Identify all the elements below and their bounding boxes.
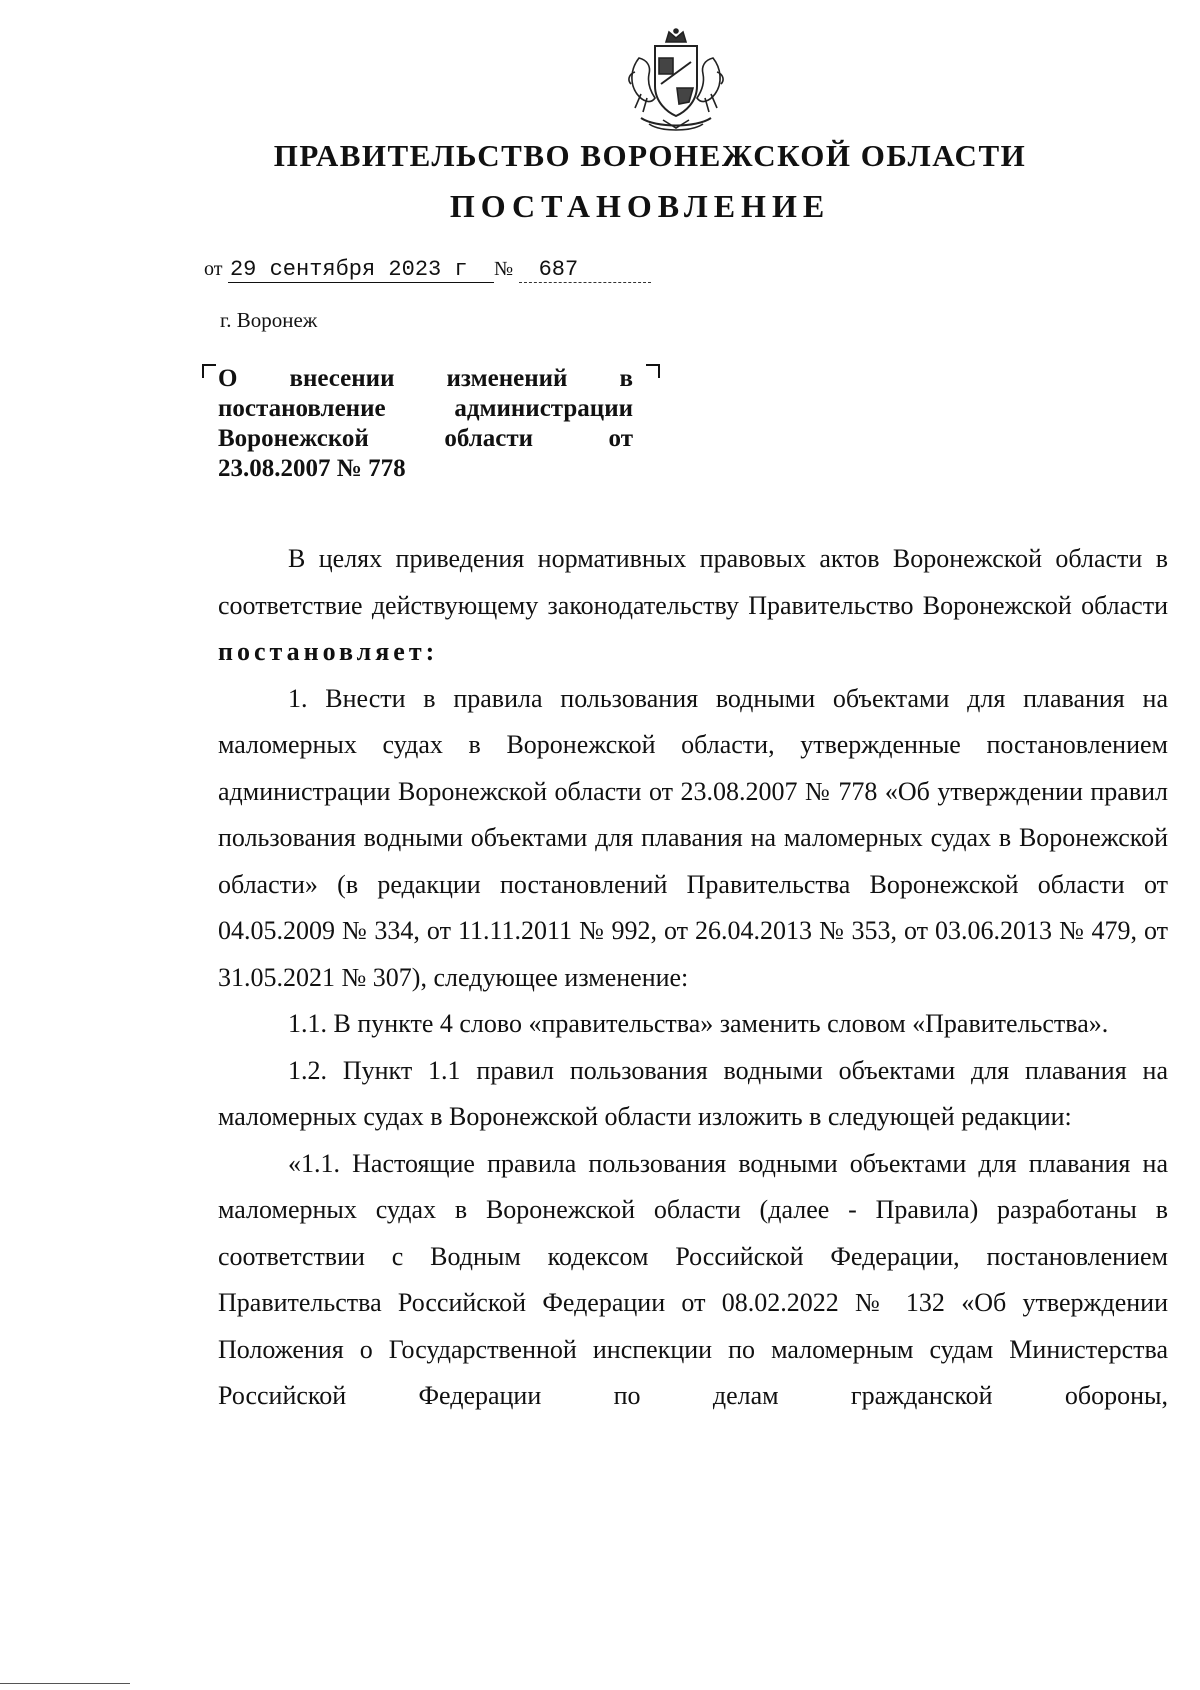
coat-of-arms-icon [621, 28, 731, 136]
subject-word: внесении [289, 365, 395, 392]
subject-corner-left [202, 364, 216, 378]
item-1-2-paragraph: 1.2. Пункт 1.1 правил пользования водными объектами для плавания на маломерных судах в Воронежской области изложить в следующей редакции: [218, 1055, 1168, 1131]
document-body [218, 536, 1168, 1420]
subject-word: области [444, 425, 534, 452]
subject-word: изменений [446, 365, 568, 392]
from-label: от [204, 258, 223, 280]
subject-line [218, 394, 633, 424]
item-1-1-paragraph: 1.1. В пункте 4 слово «правительства» заменить словом «Правительства». [288, 1009, 1109, 1038]
document-subject [218, 364, 633, 484]
subject-line [218, 364, 633, 394]
subject-word: администрации [454, 395, 633, 422]
subject-line [218, 424, 633, 454]
subject-line: 23.08.2007 № 778 [218, 455, 406, 482]
document-number: 687 [519, 257, 651, 283]
city: г. Воронеж [220, 308, 318, 332]
subject-word: от [608, 425, 633, 452]
item-1-paragraph: 1. Внести в правила пользования водными объектами для плавания на маломерных судах в Воронежской области, утвержденные постановлением администрации Воронежской области от 23.08.2007 № 778 «Об утверждении правил пользования водными объектами для плавания на маломерных судах в Воронежской области» (в редакции постановлений Правительства Воронежской области от 04.05.2009 № 334, от 11.11.2011 № 992, от 26.04.2013 № 353, от 03.06.2013 № 479, от 31.05.2021 № 307), следующее изменение: [218, 683, 1168, 992]
subject-word: Воронежской [218, 425, 369, 452]
document-date: 29 сентября 2023 г [228, 257, 494, 283]
quoted-rule-paragraph: «1.1. Настоящие правила пользования водными объектами для плавания на маломерных судах в Воронежской области (далее - Правила) разработаны в соответствии с Водным кодексом Российской Федерации, постановлением Правительства Российской Федерации от 08.02.2022 № 132 «Об утверждении Положения о Государственной инспекции по маломерным судам Министерства Российской Федерации по делам гражданской обороны, [218, 1148, 1168, 1410]
number-label: № [493, 258, 514, 280]
footer-rule [0, 1683, 130, 1684]
date-number-line [204, 255, 651, 283]
government-title: ПРАВИТЕЛЬСТВО ВОРОНЕЖСКОЙ ОБЛАСТИ [273, 138, 1027, 173]
document-type: ПОСТАНОВЛЕНИЕ [449, 188, 831, 224]
subject-word: О [218, 365, 238, 392]
subject-word: постановление [218, 395, 386, 422]
preamble-paragraph [218, 536, 1168, 676]
subject-corner-right [646, 364, 660, 378]
resolves-keyword: постановляет: [218, 637, 439, 666]
subject-word: в [619, 365, 633, 392]
preamble-text: В целях приведения нормативных правовых актов Воронежской области в соответствие действующему законодательству Правительство Воронежской области [218, 544, 1168, 620]
